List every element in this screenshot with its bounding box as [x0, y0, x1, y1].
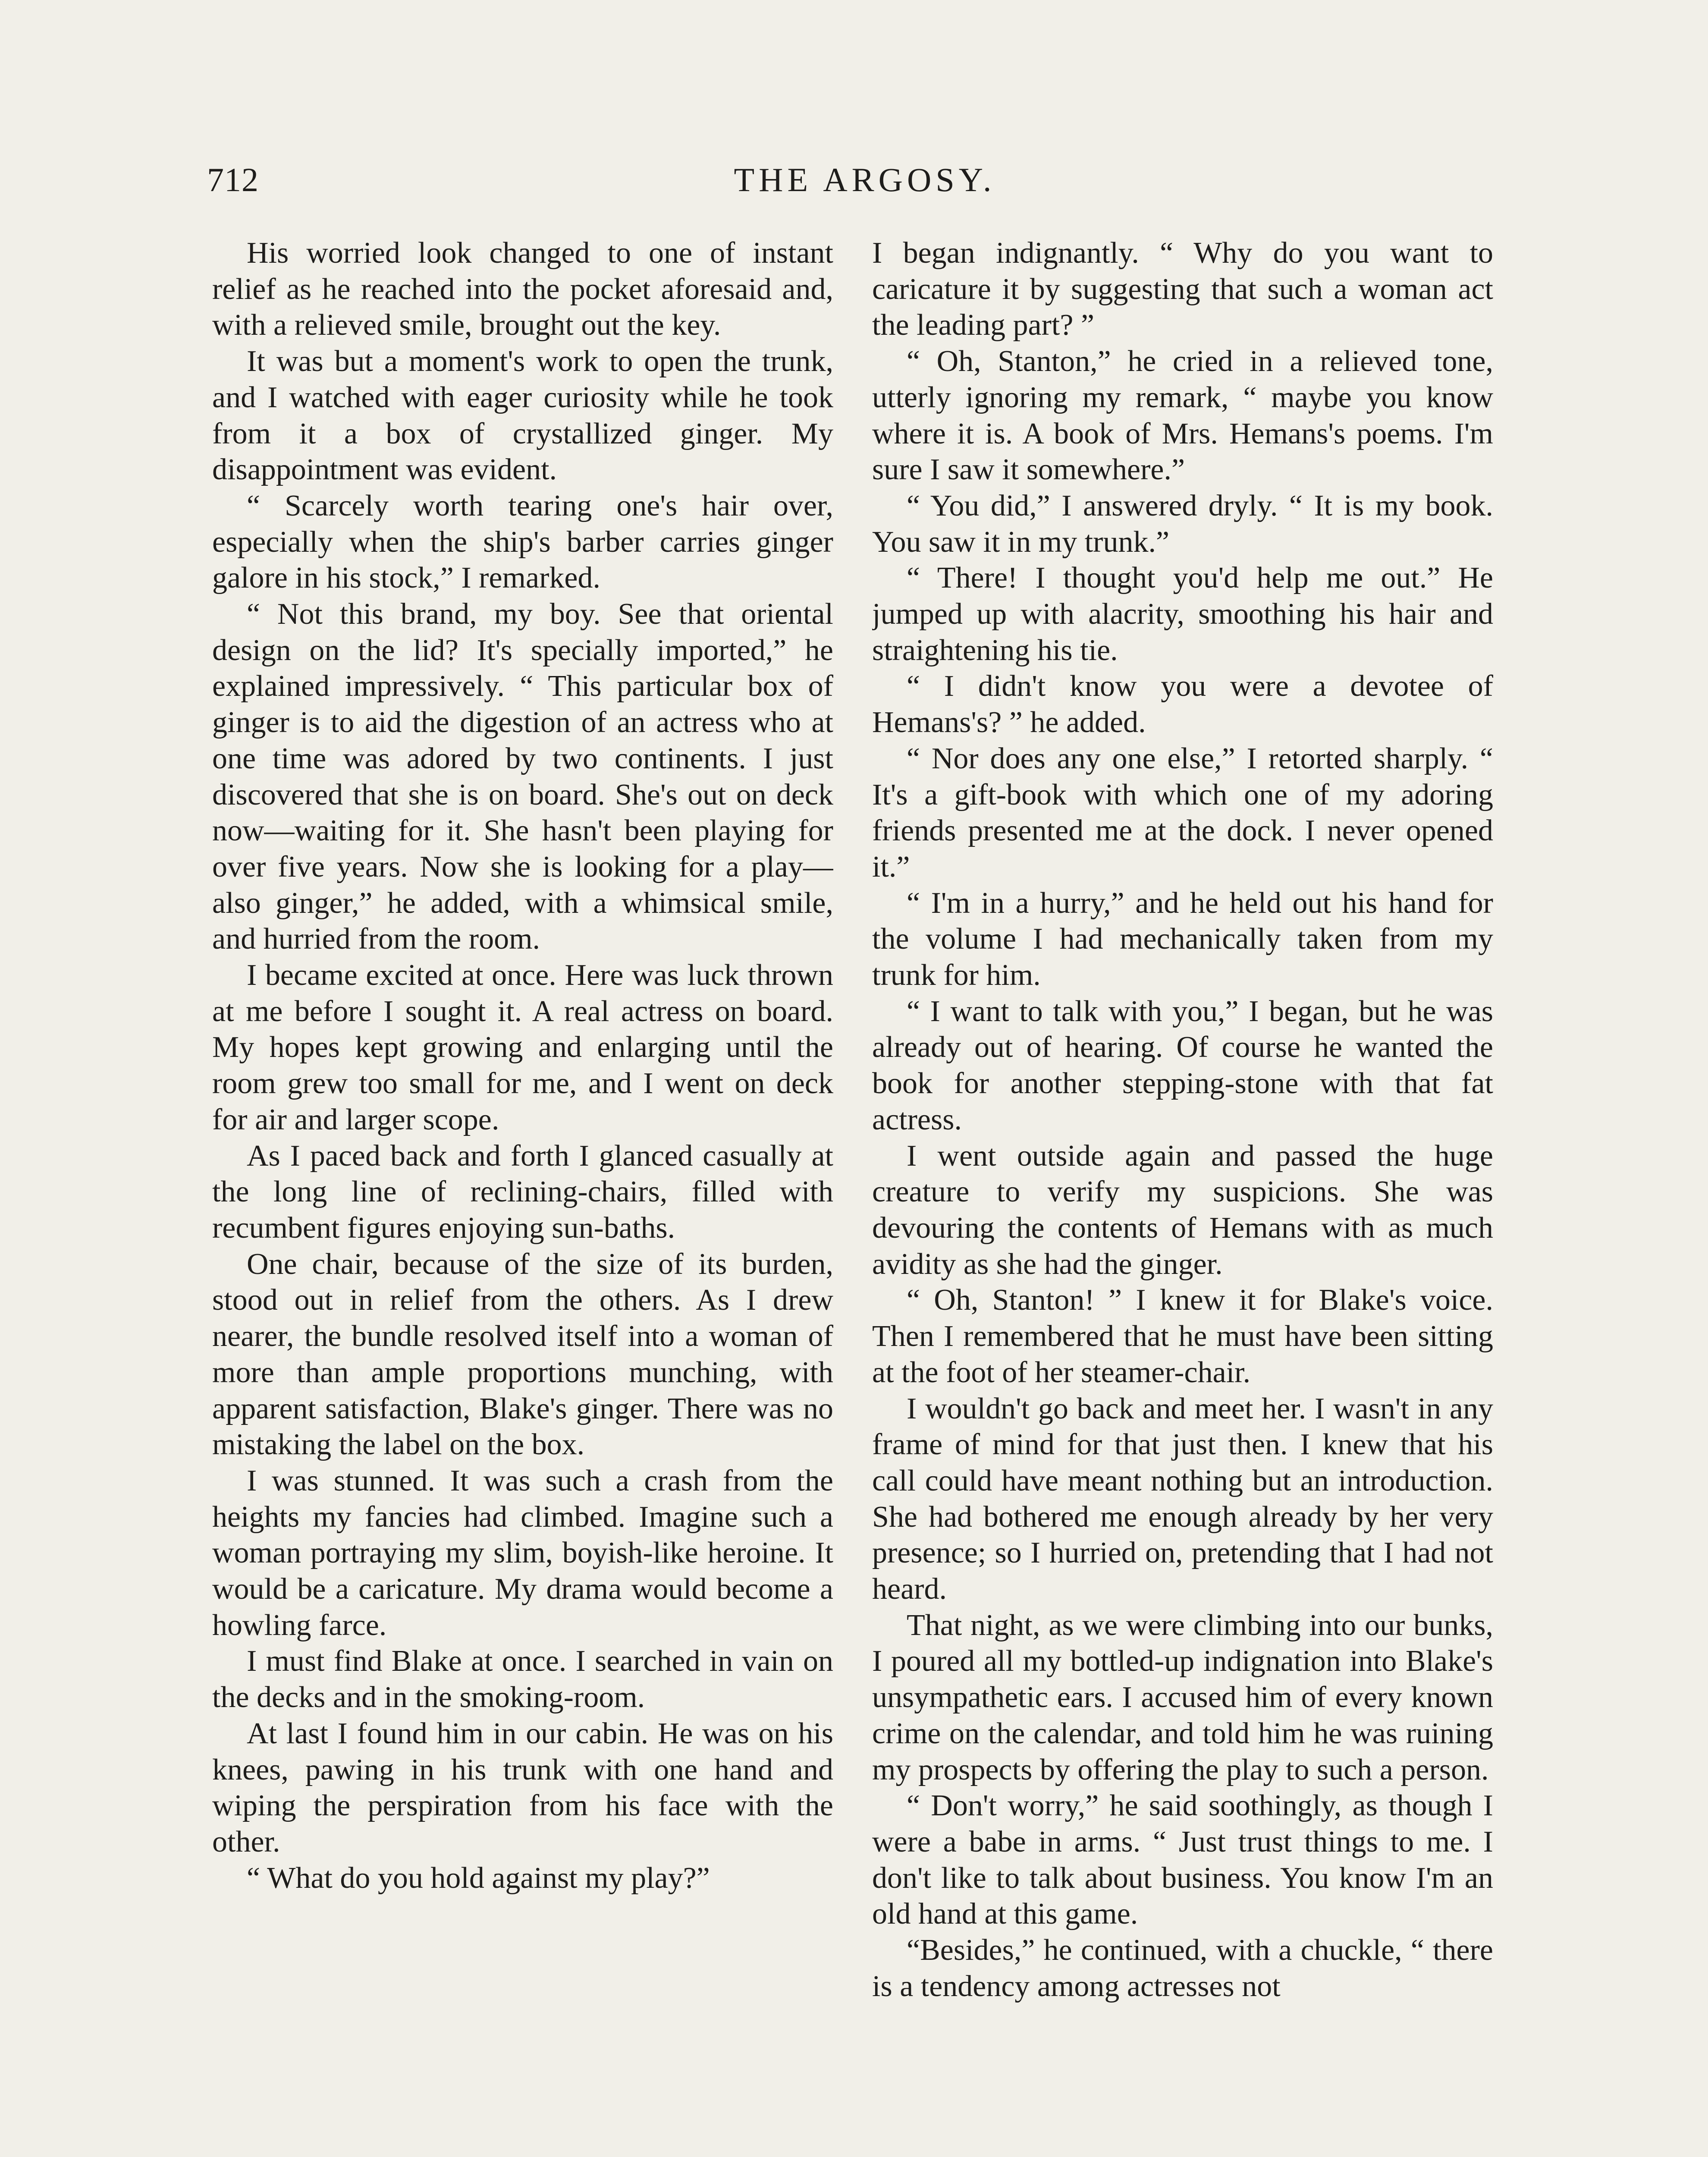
running-head: [207, 156, 1523, 204]
paragraph: I wouldn't go back and meet her. I wasn't in any frame of mind for that just then. I knew that his call could have meant nothing but an introduction. She had bothered me enough already by her very presence; so I hurried on, pretending that I had not heard.: [872, 1392, 1493, 1606]
paragraph: “ You did,” I answered dryly. “ It is my book. You saw it in my trunk.”: [872, 489, 1493, 559]
paragraph: One chair, because of the size of its burden, stood out in relief from the others. As I drew nearer, the bundle resolved itself into a woman of more than ample proportions munching, with apparent satisfaction, Blake's ginger. There was no mistaking the label on the box.: [212, 1247, 833, 1462]
paragraph: “ There! I thought you'd help me out.” He jumped up with alacrity, smoothing his hair and straightening his tie.: [872, 561, 1493, 667]
paragraph: “ I'm in a hurry,” and he held out his hand for the volume I had mechanically taken from my trunk for him.: [872, 886, 1493, 992]
paragraph: “ Not this brand, my boy. See that oriental design on the lid? It's specially imported,” he explained impressively. “ This particular box of ginger is to aid the digestion of an actress who at one time was adored by two continents. I just discovered that she is on board. She's out on deck now—waiting for it. She hasn't been playing for over five years. Now she is looking for a play—also ginger,” he added, with a whimsical smile, and hurried from the room.: [212, 597, 833, 956]
journal-title: THE ARGOSY.: [734, 161, 996, 198]
text-column-right: [872, 235, 1493, 2157]
paragraph: It was but a moment's work to open the trunk, and I watched with eager curiosity while he took from it a box of crystallized ginger. My disappointment was evident.: [212, 345, 833, 487]
page-number: 712: [207, 161, 259, 198]
paragraph: I became excited at once. Here was luck thrown at me before I sought it. A real actress on board. My hopes kept growing and enlarging until the room grew too small for me, and I went on deck for air and larger scope.: [212, 959, 833, 1136]
paragraph: “ Nor does any one else,” I retorted sharply. “ It's a gift-book with which one of my adoring friends presented me at the dock. I never opened it.”: [872, 742, 1493, 884]
paragraph: That night, as we were climbing into our bunks, I poured all my bottled-up indignation into Blake's unsympathetic ears. I accused him of every known crime on the calendar, and told him he was ruining my prospects by offering the play to such a person.: [872, 1608, 1493, 1786]
paragraph: His worried look changed to one of instant relief as he reached into the pocket aforesaid and, with a relieved smile, brought out the key.: [212, 236, 833, 342]
paragraph: “ Oh, Stanton! ” I knew it for Blake's voice. Then I remembered that he must have been sitting at the foot of her steamer-chair.: [872, 1283, 1493, 1389]
paragraph: “ I didn't know you were a devotee of Hemans's? ” he added.: [872, 670, 1493, 739]
paragraph: “ What do you hold against my play?”: [247, 1861, 710, 1895]
paragraph: “ Oh, Stanton,” he cried in a relieved tone, utterly ignoring my remark, “ maybe you know where it is. A book of Mrs. Hemans's poems. I'm sure I saw it somewhere.”: [872, 345, 1493, 487]
paragraph: I was stunned. It was such a crash from the heights my fancies had climbed. Imagine such a woman portraying my slim, boyish-like heroine. It would be a caricature. My drama would become a howling farce.: [212, 1464, 833, 1642]
paragraph: I must find Blake at once. I searched in vain on the decks and in the smoking-room.: [212, 1644, 833, 1714]
paragraph: “Besides,” he continued, with a chuckle, “ there is a tendency among actresses not: [872, 1934, 1493, 2003]
paragraph: “ I want to talk with you,” I began, but he was already out of hearing. Of course he wanted the book for another stepping-stone with that fat actress.: [872, 994, 1493, 1136]
paragraph-continued: I began indignantly. “ Why do you want to caricature it by suggesting that such a woman act the leading part? ”: [872, 236, 1493, 342]
paragraph: I went outside again and passed the huge creature to verify my suspicions. She was devouring the contents of Hemans with as much avidity as she had the ginger.: [872, 1139, 1493, 1281]
paragraph: “ Don't worry,” he said soothingly, as though I were a babe in arms. “ Just trust things to me. I don't like to talk about business. You know I'm an old hand at this game.: [872, 1789, 1493, 1931]
paragraph: At last I found him in our cabin. He was on his knees, pawing in his trunk with one hand and wiping the perspiration from his face with the other.: [212, 1717, 833, 1858]
paragraph: “ Scarcely worth tearing one's hair over, especially when the ship's barber carries ginger galore in his stock,” I remarked.: [212, 489, 833, 595]
paragraph: As I paced back and forth I glanced casually at the long line of reclining-chairs, filled with recumbent figures enjoying sun-baths.: [212, 1139, 833, 1245]
text-column-left: [212, 235, 833, 2157]
